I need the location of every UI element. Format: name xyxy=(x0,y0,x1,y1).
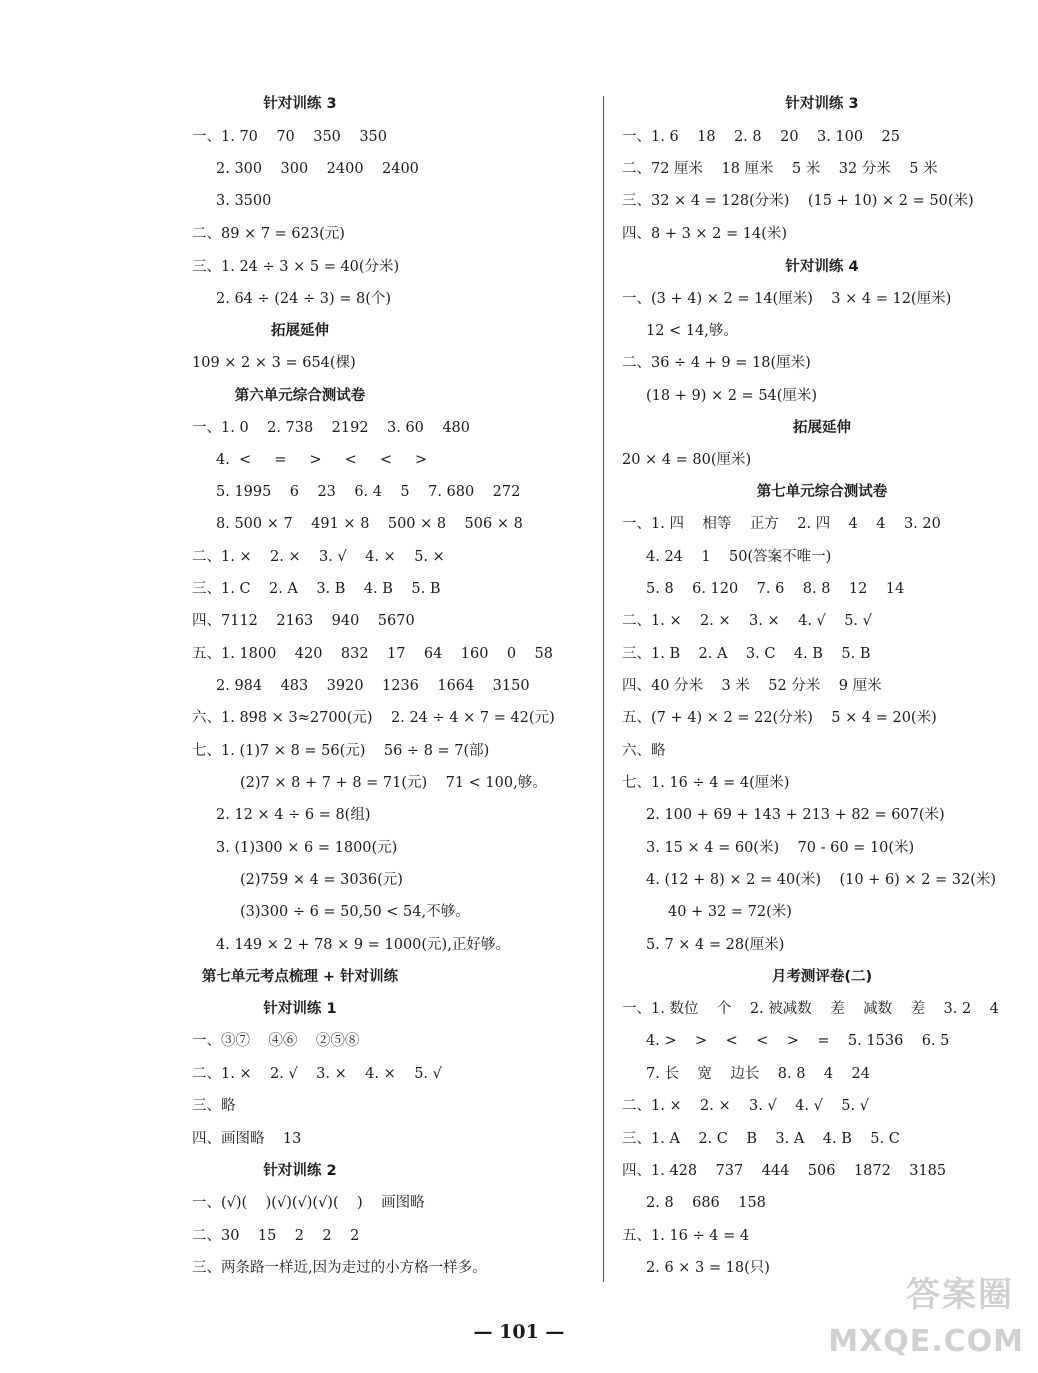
section-heading: 月考测评卷(二) xyxy=(771,969,873,985)
section-heading: 针对训练 3 xyxy=(263,96,337,112)
answer-line: 三、略 xyxy=(192,1098,236,1114)
answer-line: 二、89 × 7 = 623(元) xyxy=(192,226,345,242)
page-number: — 101 — xyxy=(473,1321,565,1343)
answer-line: 四、40 分米 3 米 52 分米 9 厘米 xyxy=(622,678,882,694)
section-heading: 拓展延伸 xyxy=(271,323,329,339)
answer-line: 三、两条路一样近,因为走过的小方格一样多。 xyxy=(192,1260,487,1276)
answer-line: 2. 300 300 2400 2400 xyxy=(216,161,419,177)
answer-line: 六、略 xyxy=(622,743,666,759)
answer-line: 一、1. 0 2. 738 2192 3. 60 480 xyxy=(192,420,471,436)
answer-line: 二、36 ÷ 4 + 9 = 18(厘米) xyxy=(622,355,811,371)
section-heading: 第六单元综合测试卷 xyxy=(234,388,366,404)
answer-line: 三、1. C 2. A 3. B 4. B 5. B xyxy=(192,581,441,597)
answer-line: 二、72 厘米 18 厘米 5 米 32 分米 5 米 xyxy=(622,161,938,177)
answer-line: 7. 长 宽 边长 8. 8 4 24 xyxy=(646,1066,870,1082)
answer-line: 六、1. 898 × 3≈2700(元) 2. 24 ÷ 4 × 7 = 42(元) xyxy=(192,710,555,726)
answer-line: 三、32 × 4 = 128(分米) (15 + 10) × 2 = 50(米) xyxy=(622,193,974,209)
answer-line: 3. (1)300 × 6 = 1800(元) xyxy=(216,840,398,856)
answer-line: 七、1. (1)7 × 8 = 56(元) 56 ÷ 8 = 7(部) xyxy=(192,743,490,759)
answer-line: 一、1. 四 相等 正方 2. 四 4 4 3. 20 xyxy=(622,516,941,532)
answer-line: 一、1. 数位 个 2. 被减数 差 减数 差 3. 2 4 xyxy=(622,1001,999,1017)
watermark-logo xyxy=(824,1267,1024,1359)
answer-line: 5. 8 6. 120 7. 6 8. 8 12 14 xyxy=(646,581,905,597)
watermark-text-top: 答案圈 xyxy=(906,1275,1014,1315)
answer-line: 4. (12 + 8) × 2 = 40(米) (10 + 6) × 2 = 32(米) xyxy=(646,872,997,888)
answer-line: 二、30 15 2 2 2 xyxy=(192,1228,360,1244)
answer-line: 2. 984 483 3920 1236 1664 3150 xyxy=(216,678,530,694)
answer-line: 五、1. 1800 420 832 17 64 160 0 58 xyxy=(192,646,554,662)
section-heading: 第七单元综合测试卷 xyxy=(756,484,888,500)
answer-line: 2. 6 × 3 = 18(只) xyxy=(646,1260,770,1276)
section-heading: 拓展延伸 xyxy=(793,420,851,436)
answer-line: 一、1. 70 70 350 350 xyxy=(192,129,388,145)
answer-line: 2. 8 686 158 xyxy=(646,1195,766,1211)
answer-line: 二、1. × 2. × 3. × 4. √ 5. √ xyxy=(622,613,872,629)
answer-line: 三、1. 24 ÷ 3 × 5 = 40(分米) xyxy=(192,259,400,275)
section-heading: 针对训练 1 xyxy=(263,1001,337,1017)
answer-line: 2. 100 + 69 + 143 + 213 + 82 = 607(米) xyxy=(646,807,945,823)
answer-line: 2. 64 ÷ (24 ÷ 3) = 8(个) xyxy=(216,291,392,307)
answer-line: 4. 149 × 2 + 78 × 9 = 1000(元),正好够。 xyxy=(216,937,510,953)
section-heading: 针对训练 2 xyxy=(263,1163,337,1179)
answer-line: 40 + 32 = 72(米) xyxy=(668,904,792,920)
answer-line: 20 × 4 = 80(厘米) xyxy=(622,452,752,468)
answer-line: 一、③⑦ ④⑥ ②⑤⑧ xyxy=(192,1033,360,1049)
answer-line: 5. 7 × 4 = 28(厘米) xyxy=(646,937,785,953)
answer-line: 8. 500 × 7 491 × 8 500 × 8 506 × 8 xyxy=(216,516,523,532)
answer-line: 四、8 + 3 × 2 = 14(米) xyxy=(622,226,788,242)
answer-line: 二、1. × 2. × 3. √ 4. √ 5. √ xyxy=(622,1098,869,1114)
answer-line: 4. < = > < < > xyxy=(216,452,428,468)
answer-line: 四、1. 428 737 444 506 1872 3185 xyxy=(622,1163,947,1179)
answer-line: 二、1. × 2. √ 3. × 4. × 5. √ xyxy=(192,1066,442,1082)
answer-line: 三、1. A 2. C B 3. A 4. B 5. C xyxy=(622,1131,900,1147)
answer-line: 四、画图略 13 xyxy=(192,1131,302,1147)
section-heading: 针对训练 3 xyxy=(785,96,859,112)
answer-line: 七、1. 16 ÷ 4 = 4(厘米) xyxy=(622,775,790,791)
section-heading: 第七单元考点梳理 + 针对训练 xyxy=(201,969,399,985)
answer-line: 三、1. B 2. A 3. C 4. B 5. B xyxy=(622,646,871,662)
answer-line: 3. 3500 xyxy=(216,193,272,209)
watermark-text-bottom: MXQE.COM xyxy=(828,1324,1024,1359)
answer-line: 3. 15 × 4 = 60(米) 70 - 60 = 10(米) xyxy=(646,840,915,856)
answer-line: (3)300 ÷ 6 = 50,50 < 54,不够。 xyxy=(240,904,470,920)
answer-line: 五、1. 16 ÷ 4 = 4 xyxy=(622,1228,750,1244)
column-divider xyxy=(603,96,604,1282)
answer-line: 一、(3 + 4) × 2 = 14(厘米) 3 × 4 = 12(厘米) xyxy=(622,291,952,307)
answer-line: (2)759 × 4 = 3036(元) xyxy=(240,872,403,888)
answer-line: 2. 12 × 4 ÷ 6 = 8(组) xyxy=(216,807,371,823)
answer-line: 一、(√)( )(√)(√)(√)( ) 画图略 xyxy=(192,1195,425,1211)
answer-line: 12 < 14,够。 xyxy=(646,323,738,339)
answer-line: 4. 24 1 50(答案不唯一) xyxy=(646,549,832,565)
section-heading: 针对训练 4 xyxy=(785,259,859,275)
answer-line: 109 × 2 × 3 = 654(棵) xyxy=(192,355,356,371)
answer-line: 一、1. 6 18 2. 8 20 3. 100 25 xyxy=(622,129,900,145)
answer-line: 5. 1995 6 23 6. 4 5 7. 680 272 xyxy=(216,484,521,500)
answer-line: (18 + 9) × 2 = 54(厘米) xyxy=(646,388,818,404)
answer-line: 4. > > < < > = 5. 1536 6. 5 xyxy=(646,1033,950,1049)
answer-line: 四、7112 2163 940 5670 xyxy=(192,613,415,629)
answer-line: 五、(7 + 4) × 2 = 22(分米) 5 × 4 = 20(米) xyxy=(622,710,937,726)
answer-line: (2)7 × 8 + 7 + 8 = 71(元) 71 < 100,够。 xyxy=(240,775,547,791)
answer-line: 二、1. × 2. × 3. √ 4. × 5. × xyxy=(192,549,445,565)
